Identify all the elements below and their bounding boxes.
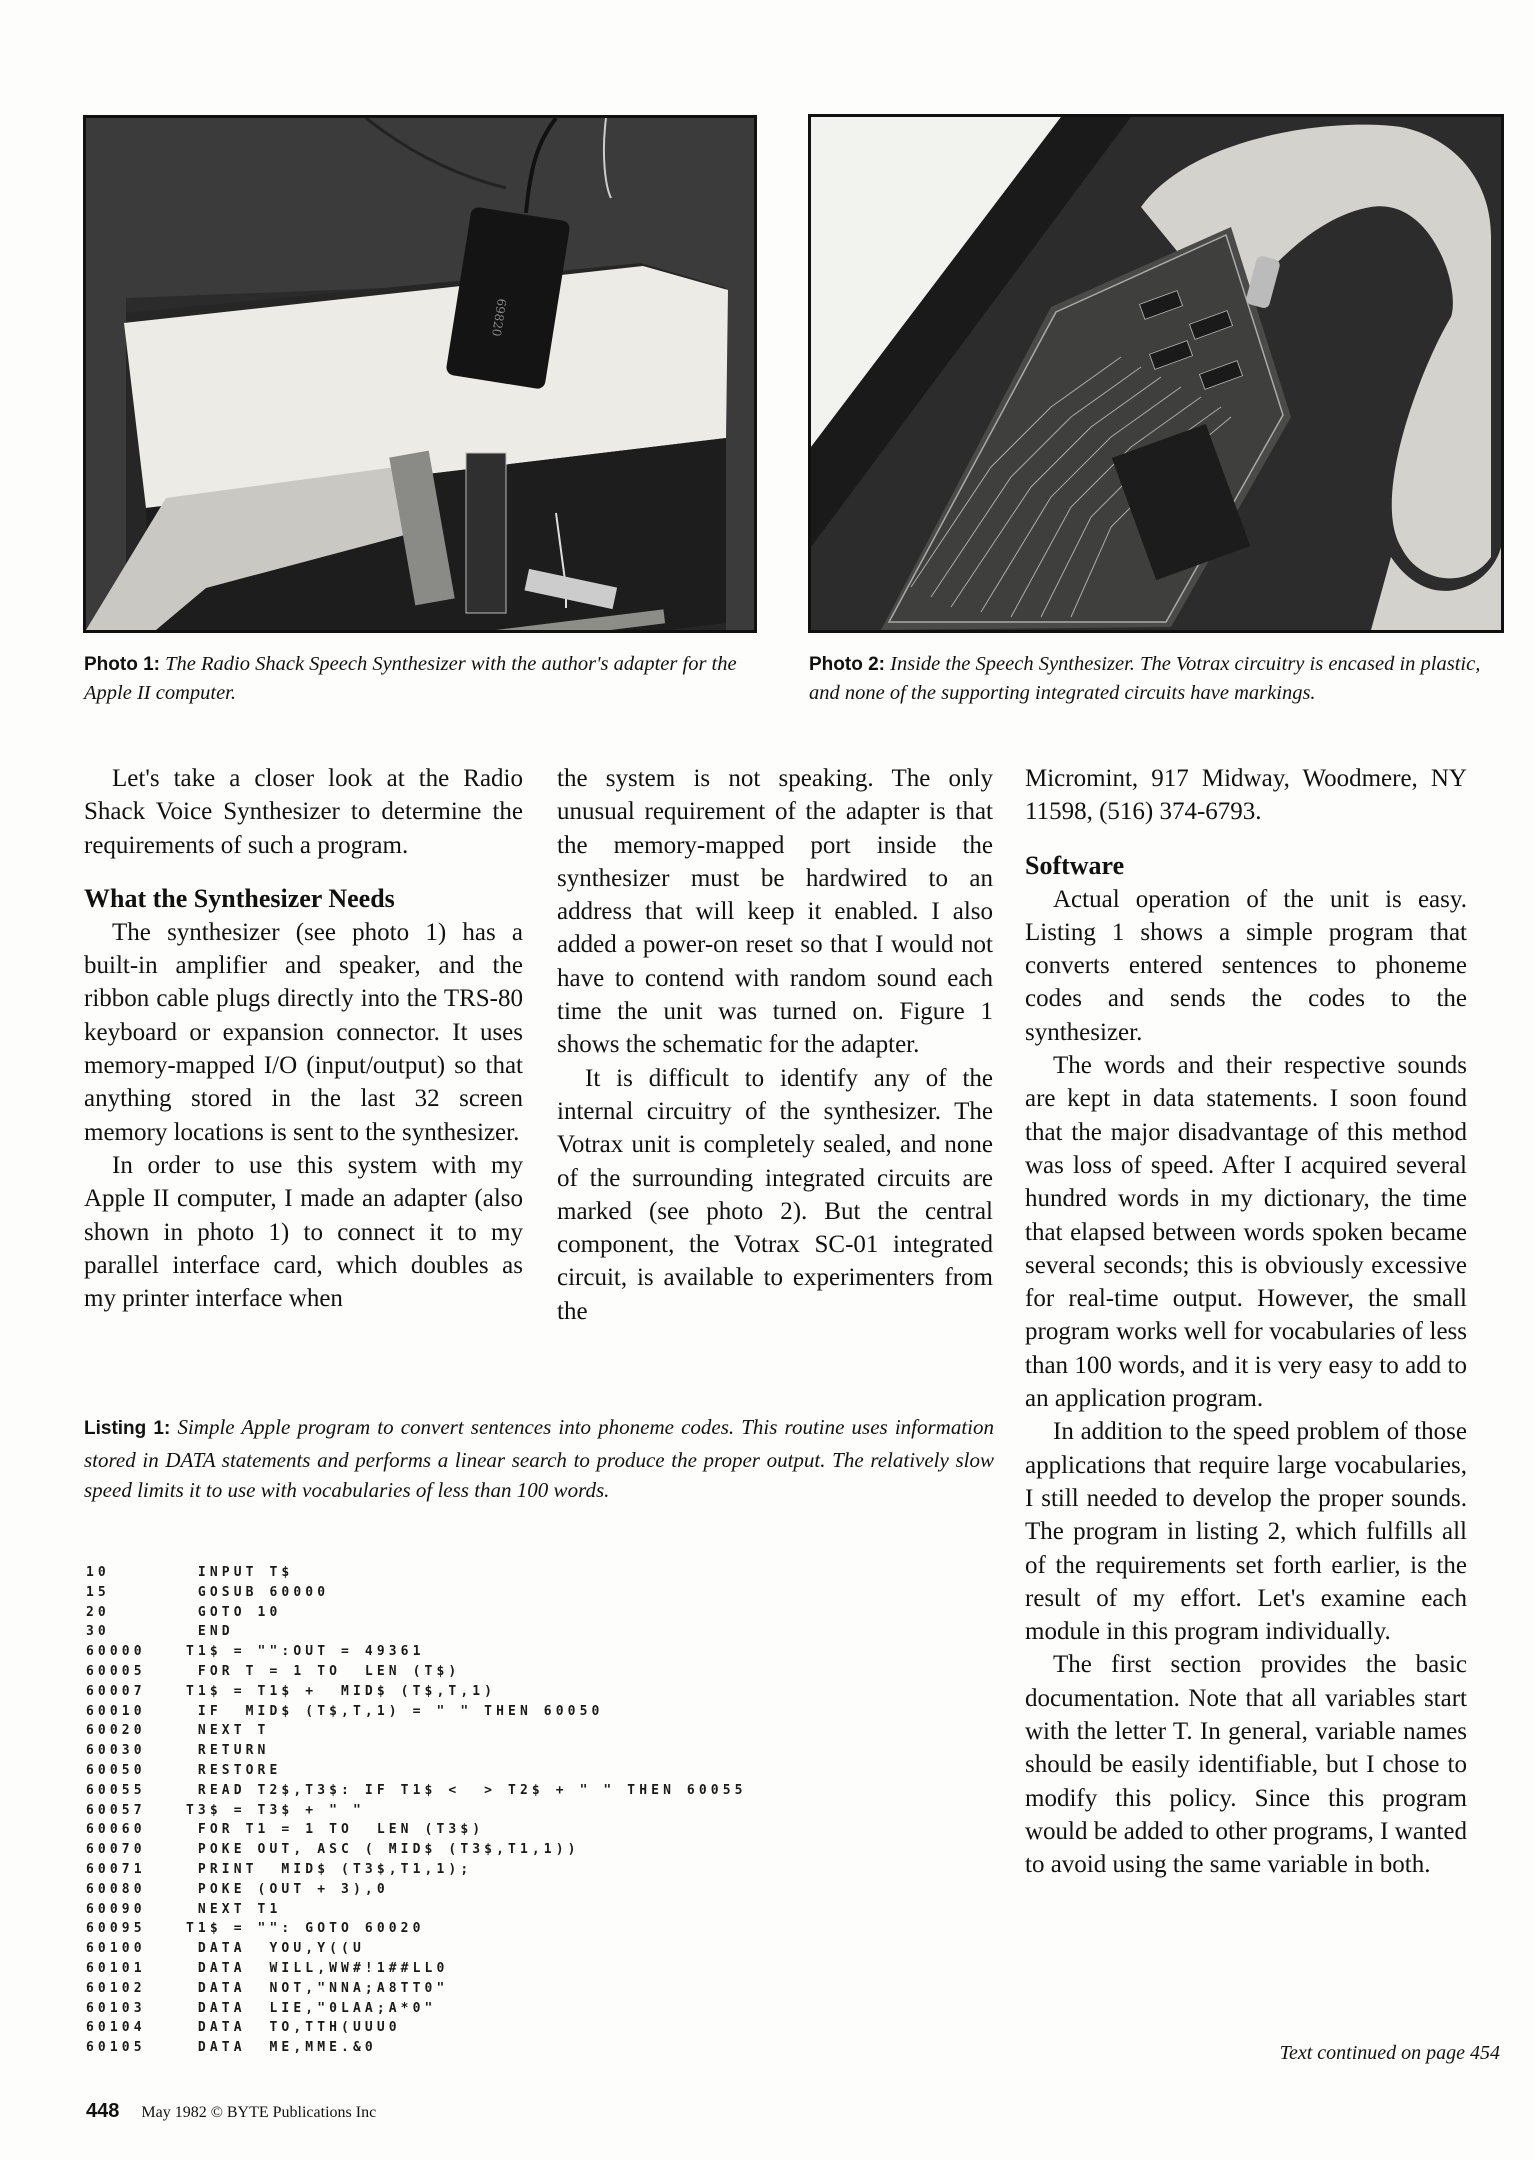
paragraph: the system is not speaking. The only unusual requirement of the adapter is that the memory-mapped port inside the synthesizer must be hardwired to an address that will keep it enabled. I also added a power-on reset so that I would not have to contend with random sound each time the unit was turned on. Figure 1 shows the schematic for the adapter. (557, 765, 993, 1059)
code-line (86, 1939, 747, 1959)
code-line (86, 1741, 747, 1761)
code-statement: T3$ = T3$ + " " (186, 1802, 365, 1818)
synthesizer-photo-illustration (86, 118, 754, 630)
line-number: 60030 (86, 1743, 146, 1759)
code-statement: DATA YOU,Y((U (186, 1941, 365, 1957)
code-statement: INPUT T$ (186, 1565, 294, 1580)
code-line (86, 1563, 747, 1583)
code-line (86, 1919, 747, 1939)
code-statement: END (186, 1624, 234, 1640)
article-column-2 (557, 762, 993, 1328)
code-line (86, 1583, 747, 1603)
code-line (86, 1761, 747, 1781)
section-heading-software: Software (1025, 850, 1125, 880)
code-line (86, 2038, 747, 2058)
line-number: 15 (86, 1584, 110, 1600)
line-number: 60000 (86, 1644, 146, 1660)
photo-1-caption (84, 650, 754, 708)
line-number: 60090 (86, 1901, 146, 1917)
code-statement: FOR T1 = 1 TO LEN (T3$) (186, 1822, 485, 1838)
code-statement: POKE OUT, ASC ( MID$ (T3$,T1,1)) (186, 1842, 580, 1858)
page-footer (86, 2100, 376, 2123)
code-line (86, 1820, 747, 1840)
code-line (86, 2018, 747, 2038)
section-heading-synthesizer-needs: What the Synthesizer Needs (84, 883, 395, 913)
photo-1-label: Photo 1: (84, 654, 160, 675)
line-number: 10 (86, 1565, 110, 1580)
code-statement: T1$ = T1$ + MID$ (T$,T,1) (186, 1683, 497, 1699)
code-statement: POKE (OUT + 3),0 (186, 1881, 389, 1897)
code-statement: DATA NOT,"NNA;A8TT0" (186, 1980, 449, 1996)
micromint-address: Micromint, 917 Midway, Woodmere, NY 11598, (516) 374-6793. (1025, 765, 1467, 826)
code-line (86, 1642, 747, 1662)
code-statement: DATA ME,MME.&0 (186, 2040, 377, 2056)
line-number: 60060 (86, 1822, 146, 1838)
photo-2-label: Photo 2: (809, 654, 885, 675)
paragraph: The first section provides the basic documentation. Note that all variables start with the letter T. In general, variable names should be easily identifiable, but I chose to modify this policy. Since this program would be added to other programs, I wanted to avoid using the same variable in both. (1025, 1651, 1467, 1879)
listing-1-caption-text: Simple Apple program to convert sentences into phoneme codes. This routine uses information stored in DATA statements and performs a linear search to produce the proper output. The relatively slow speed limits it to use with vocabularies of less than 100 words. (84, 1415, 994, 1502)
listing-1-caption (84, 1412, 994, 1506)
line-number: 60007 (86, 1683, 146, 1699)
line-number: 60055 (86, 1782, 146, 1798)
svg-text:69820: 69820 (489, 297, 509, 338)
code-line (86, 1781, 747, 1801)
code-statement: PRINT MID$ (T3$,T1,1); (186, 1861, 473, 1877)
code-statement: GOTO 10 (186, 1604, 282, 1620)
photo-2-caption (809, 650, 1499, 708)
line-number: 60070 (86, 1842, 146, 1858)
code-line (86, 1880, 747, 1900)
circuit-board-photo-illustration (811, 117, 1501, 630)
code-statement: RESTORE (186, 1762, 282, 1778)
text-continued-note: Text continued on page 454 (1279, 2042, 1500, 2064)
line-number: 20 (86, 1604, 110, 1620)
photo-1-caption-text: The Radio Shack Speech Synthesizer with the author's adapter for the Apple II computer. (84, 653, 737, 704)
paragraph: In order to use this system with my Apple II computer, I made an adapter (also shown in photo 1) to connect it to my parallel interface card, which doubles as my printer interface when (84, 1151, 523, 1313)
code-line (86, 1900, 747, 1920)
code-line (86, 1979, 747, 1999)
code-line (86, 1682, 747, 1702)
article-column-1 (84, 762, 523, 1315)
code-statement: T1$ = "":OUT = 49361 (186, 1644, 425, 1660)
photo-2-circuit-board (808, 114, 1504, 633)
code-statement: T1$ = "": GOTO 60020 (186, 1921, 425, 1937)
page-number: 448 (86, 2100, 120, 2122)
intro-paragraph: Let's take a closer look at the Radio Shack Voice Synthesizer to determine the requirements of such a program. (84, 765, 523, 859)
article-column-3 (1025, 762, 1467, 1882)
line-number: 60101 (86, 1960, 146, 1976)
line-number: 60005 (86, 1663, 146, 1679)
line-number: 60105 (86, 2040, 146, 2056)
code-line (86, 1959, 747, 1979)
paragraph: In addition to the speed problem of those applications that require large vocabularies, I still needed to develop the proper sounds. The program in listing 2, which fulfills all of the requirements set forth earlier, is the result of my effort. Let's examine each module in this program individually. (1025, 1418, 1467, 1646)
line-number: 60103 (86, 2000, 146, 2016)
line-number: 60080 (86, 1881, 146, 1897)
code-statement: DATA LIE,"0LAA;A*0" (186, 2000, 437, 2016)
code-line (86, 1840, 747, 1860)
code-line (86, 1662, 747, 1682)
paragraph: The synthesizer (see photo 1) has a built-in amplifier and speaker, and the ribbon cable plugs directly into the TRS-80 keyboard or expansion connector. It uses memory-mapped I/O (input/output) so that anything stored in the last 32 screen memory locations is sent to the synthesizer. (84, 918, 523, 1146)
code-statement: GOSUB 60000 (186, 1584, 330, 1600)
code-statement: NEXT T1 (186, 1901, 282, 1917)
code-statement: DATA TO,TTH(UUU0 (186, 2020, 401, 2036)
code-line (86, 1702, 747, 1722)
paragraph: Actual operation of the unit is easy. Listing 1 shows a simple program that converts entered sentences to phoneme codes and sends the codes to the synthesizer. (1025, 885, 1467, 1046)
line-number: 60050 (86, 1762, 146, 1778)
code-statement: RETURN (186, 1743, 270, 1759)
publication-credit: May 1982 © BYTE Publications Inc (141, 2104, 377, 2121)
code-statement: FOR T = 1 TO LEN (T$) (186, 1663, 461, 1679)
photo-1-speech-synthesizer (83, 115, 757, 633)
code-line (86, 1721, 747, 1741)
line-number: 60102 (86, 1980, 146, 1996)
line-number: 60020 (86, 1723, 146, 1739)
listing-1-label: Listing 1: (84, 1418, 171, 1439)
line-number: 60010 (86, 1703, 146, 1719)
code-line (86, 1603, 747, 1623)
code-line (86, 1999, 747, 2019)
line-number: 60057 (86, 1802, 146, 1818)
code-statement: DATA WILL,WW#!1##LL0 (186, 1960, 449, 1976)
line-number: 30 (86, 1624, 110, 1640)
code-line (86, 1801, 747, 1821)
photo-2-caption-text: Inside the Speech Synthesizer. The Votrax circuitry is encased in plastic, and none of the supporting integrated circuits have markings. (809, 653, 1481, 704)
line-number: 60095 (86, 1921, 146, 1937)
code-line (86, 1622, 747, 1642)
code-line (86, 1860, 747, 1880)
paragraph: It is difficult to identify any of the internal circuitry of the synthesizer. The Votrax unit is completely sealed, and none of the surrounding integrated circuits are marked (see photo 2). But the central component, the Votrax SC-01 integrated circuit, is available to experimenters from the (557, 1064, 993, 1325)
line-number: 60071 (86, 1861, 146, 1877)
line-number: 60104 (86, 2020, 146, 2036)
basic-code-listing (86, 1563, 747, 2058)
line-number: 60100 (86, 1941, 146, 1957)
code-statement: READ T2$,T3$: IF T1$ < > T2$ + " " THEN 60055 (186, 1782, 747, 1798)
paragraph: The words and their respective sounds are kept in data statements. I soon found that the major disadvantage of this method was loss of speed. After I acquired several hundred words in my dictionary, the time that elapsed between words spoken became several seconds; this is obviously excessive for real-time output. However, the small program works well for vocabularies of less than 100 words, and it is very easy to add to an application program. (1025, 1052, 1467, 1413)
code-statement: NEXT T (186, 1723, 270, 1739)
code-statement: IF MID$ (T$,T,1) = " " THEN 60050 (186, 1703, 604, 1719)
